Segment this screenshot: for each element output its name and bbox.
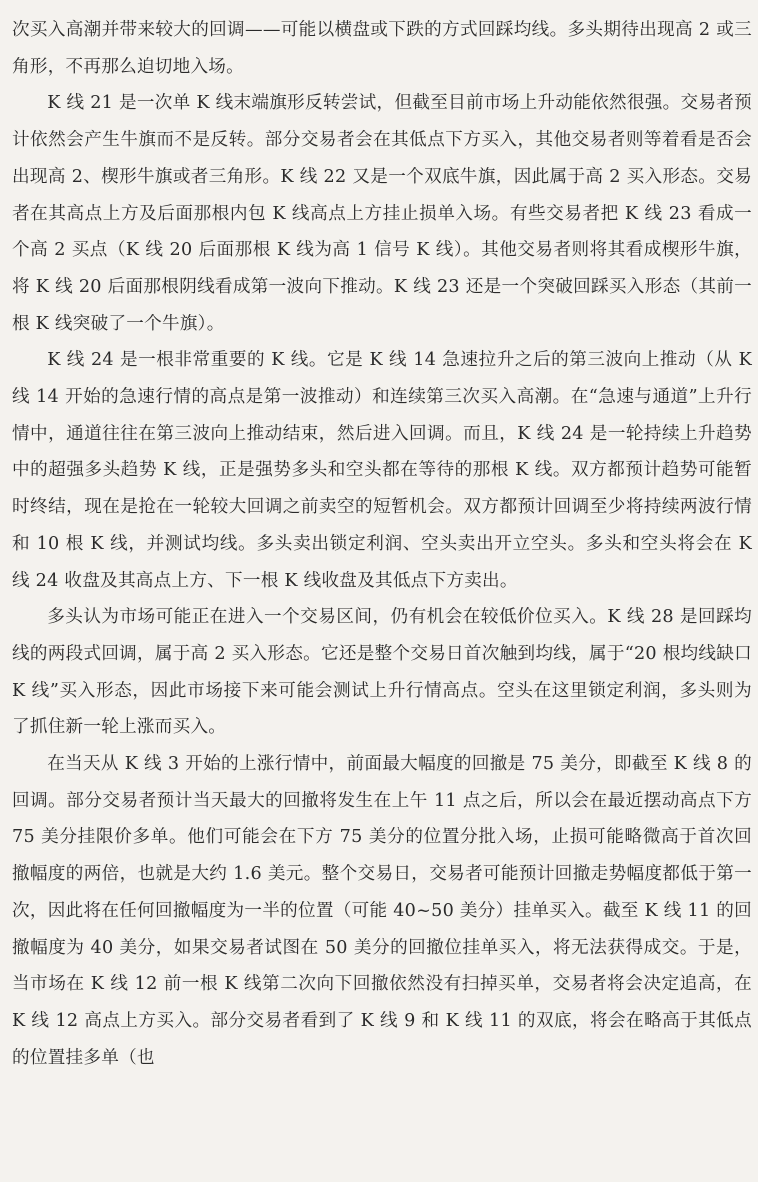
paragraph-4: 多头认为市场可能正在进入一个交易区间，仍有机会在较低价位买入。K 线 28 是回踩均线的两段式回调，属于高 2 买入形态。它还是整个交易日首次触到均线，属于“20 根均线缺口 K 线”买入形态，因此市场接下来可能会测试上升行情高点。空头在这里锁定利润，多头则为了抓住新一轮上涨而买入。 bbox=[12, 607, 752, 738]
paragraph-3: K 线 24 是一根非常重要的 K 线。它是 K 线 14 急速拉升之后的第三波向上推动（从 K 线 14 开始的急速行情的高点是第一波推动）和连续第三次买入高潮。在“急速与通道”上升行情中，通道往往在第三波向上推动结束，然后进入回调。而且，K 线 24 是一轮持续上升趋势中的超强多头趋势 K 线，正是强势多头和空头都在等待的那根 K 线。双方都预计趋势可能暂时终结，现在是抢在一轮较大回调之前卖空的短暂机会。双方都预计回调至少将持续两波行情和 10 根 K 线，并测试均线。多头卖出锁定利润、空头卖出开立空头。多头和空头将会在 K 线 24 收盘及其高点上方、下一根 K 线收盘及其低点下方卖出。 bbox=[12, 350, 752, 591]
paragraph-2: K 线 21 是一次单 K 线末端旗形反转尝试，但截至目前市场上升动能依然很强。交易者预计依然会产生牛旗而不是反转。部分交易者会在其低点下方买入，其他交易者则等着看是否会出现高 2、楔形牛旗或者三角形。K 线 22 又是一个双底牛旗，因此属于高 2 买入形态。交易者在其高点上方及后面那根内包 K 线高点上方挂止损单入场。有些交易者把 K 线 23 看成一个高 2 买点（K 线 20 后面那根 K 线为高 1 信号 K 线）。其他交易者则将其看成楔形牛旗，将 K 线 20 后面那根阴线看成第一波向下推动。K 线 23 还是一个突破回踩买入形态（其前一根 K 线突破了一个牛旗）。 bbox=[12, 93, 752, 334]
paragraph-1: 次买入高潮并带来较大的回调——可能以横盘或下跌的方式回踩均线。多头期待出现高 2 或三角形，不再那么迫切地入场。 bbox=[12, 20, 752, 77]
paragraph-5: 在当天从 K 线 3 开始的上涨行情中，前面最大幅度的回撤是 75 美分，即截至 K 线 8 的回调。部分交易者预计当天最大的回撤将发生在上午 11 点之后，所以会在最近摆动高点下方 75 美分挂限价多单。他们可能会在下方 75 美分的位置分批入场，止损可能略微高于首次回撤幅度的两倍，也就是大约 1.6 美元。整个交易日，交易者可能预计回撤走势幅度都低于第一次，因此将在任何回撤幅度为一半的位置（可能 40~50 美分）挂单买入。截至 K 线 11 的回撤幅度为 40 美分，如果交易者试图在 50 美分的回撤位挂单买入，将无法获得成交。于是，当市场在 K 线 12 前一根 K 线第二次向下回撤依然没有扫掉买单，交易者将会决定追高，在 K 线 12 高点上方买入。部分交易者看到了 K 线 9 和 K 线 11 的双底，将会在略高于其低点的位置挂多单（也 bbox=[12, 754, 752, 1068]
